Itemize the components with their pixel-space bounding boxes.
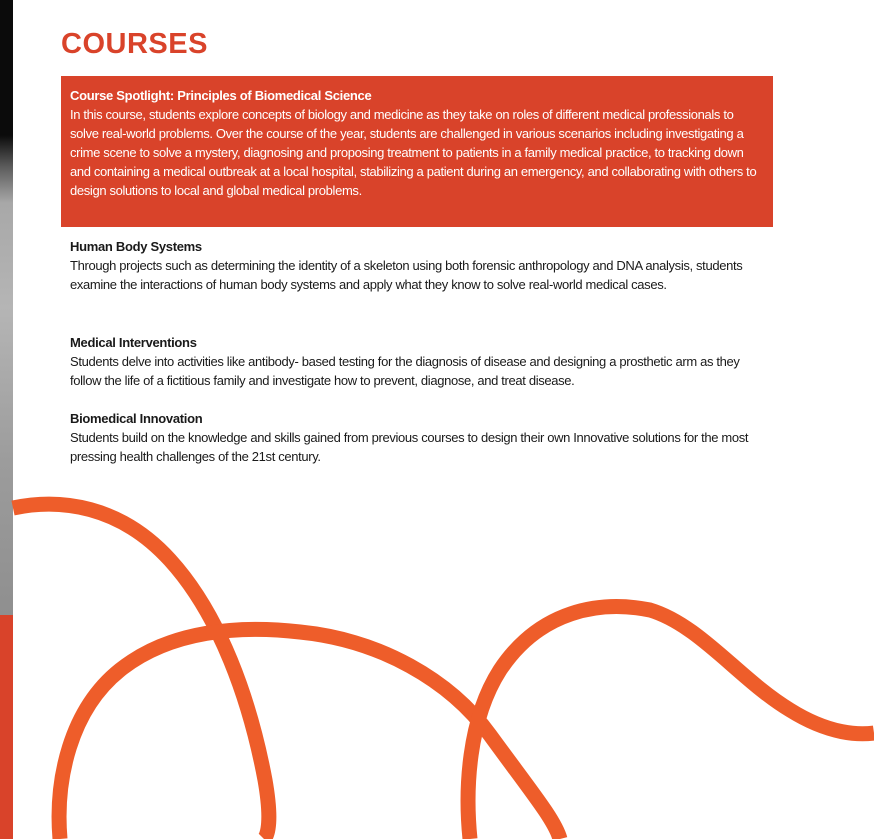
swirl-loop-middle <box>59 629 560 839</box>
course-human-body-systems <box>70 237 760 294</box>
course-heading: Human Body Systems <box>70 239 202 254</box>
course-heading: Biomedical Innovation <box>70 411 203 426</box>
photo-edge <box>0 0 13 615</box>
course-medical-interventions <box>70 333 760 390</box>
spotlight-body: In this course, students explore concepts of biology and medicine as they take on roles of different medical professionals to solve real-world problems. Over the course of the year, students are challenged in various scenarios including investigating a crime scene to solve a mystery, diagnosing and proposing treatment to patients in a family medical practice, to tracking down and containing a medical outbreak at a local hospital, stabilizing a patient during an emergency, and collaborating with others to design solutions to local and global medical problems. <box>70 107 757 198</box>
page-title: COURSES <box>61 28 208 60</box>
course-body: Students delve into activities like antibody- based testing for the diagnosis of disease and designing a prosthetic arm as they follow the life of a fictitious family and investigate how to prevent, diagnose, and treat disease. <box>70 354 740 388</box>
course-body: Students build on the knowledge and skills gained from previous courses to design their own Innovative solutions for the most pressing health challenges of the 21st century. <box>70 430 749 464</box>
course-body: Through projects such as determining the identity of a skeleton using both forensic anthropology and DNA analysis, students examine the interactions of human body systems and apply what they know to solve real-world medical cases. <box>70 258 743 292</box>
swirl-loop-right <box>468 607 874 839</box>
swirl-loop-left <box>13 504 269 839</box>
course-heading: Medical Interventions <box>70 335 197 350</box>
course-spotlight <box>61 76 773 227</box>
course-biomedical-innovation <box>70 409 760 466</box>
spotlight-heading: Course Spotlight: Principles of Biomedical Science <box>70 88 372 103</box>
accent-bar <box>0 615 13 839</box>
